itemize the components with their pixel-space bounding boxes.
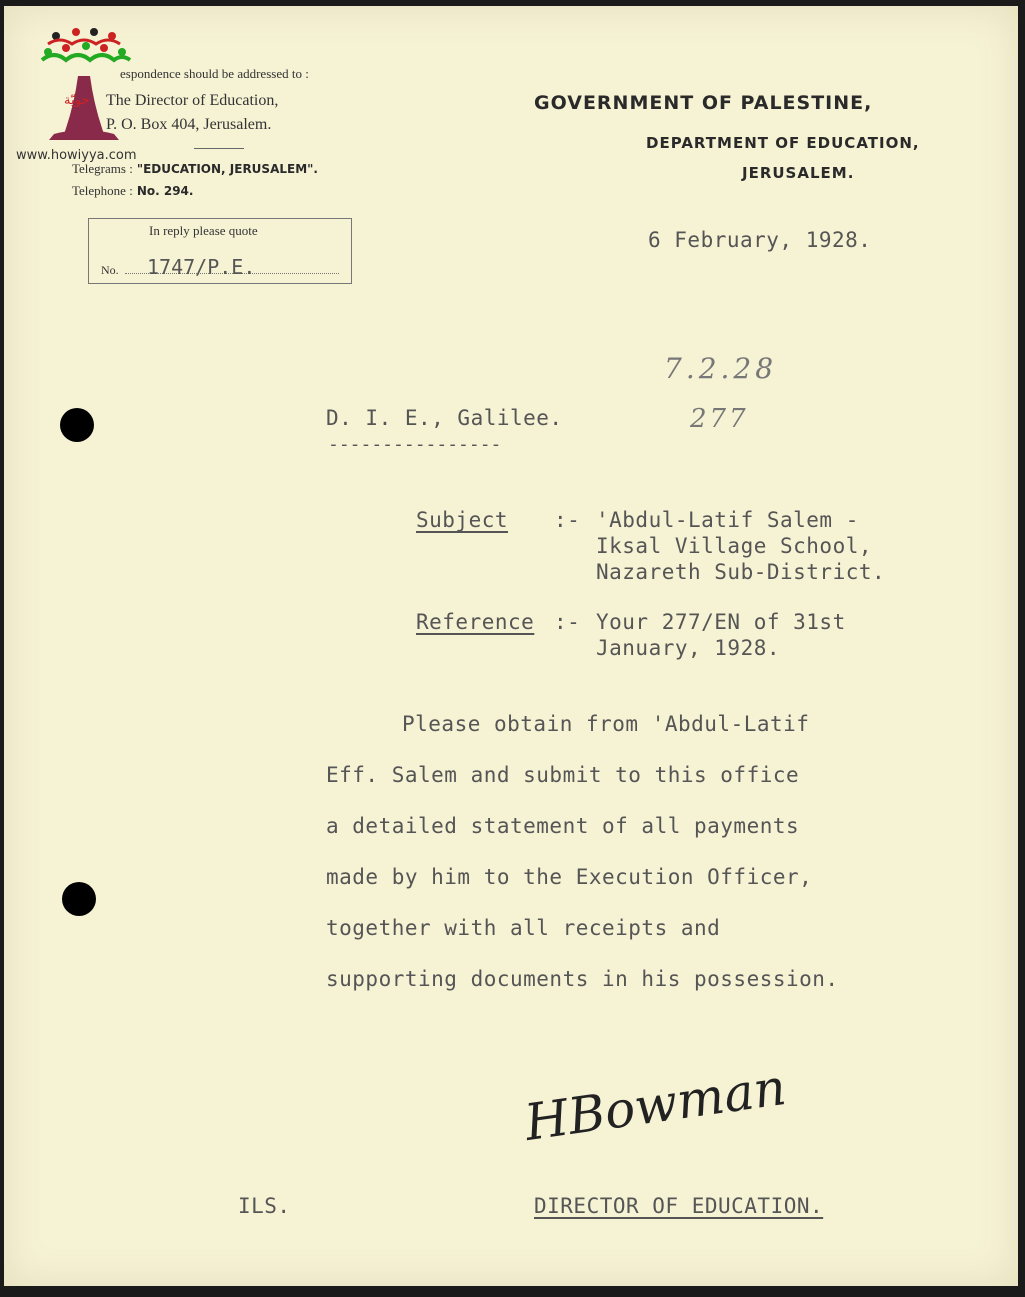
letter-date: 6 February, 1928. bbox=[648, 228, 872, 252]
subject-label: Subject bbox=[416, 508, 509, 532]
signature: HBowman bbox=[521, 1058, 790, 1152]
reply-no-value: 1747/P.E. bbox=[147, 255, 256, 279]
reference-line-1: Your 277/EN of 31st bbox=[596, 610, 846, 634]
signatory-title: DIRECTOR OF EDUCATION. bbox=[534, 1194, 824, 1218]
addressee-line: The Director of Education, bbox=[106, 92, 279, 109]
department-title: DEPARTMENT OF EDUCATION, bbox=[646, 134, 920, 152]
letter-page bbox=[4, 6, 1018, 1286]
telephone-value: No. 294. bbox=[136, 184, 194, 198]
handwritten-number: 277 bbox=[690, 404, 749, 434]
subject-line-3: Nazareth Sub-District. bbox=[596, 560, 886, 584]
reply-no-label: No. bbox=[101, 263, 119, 277]
telephone-line bbox=[72, 182, 193, 200]
reference-label: Reference bbox=[416, 610, 535, 634]
telegrams-label: Telegrams : bbox=[72, 161, 133, 176]
subject-line-1: 'Abdul-Latif Salem - bbox=[596, 508, 859, 532]
telegrams-line bbox=[72, 160, 318, 178]
correspondence-note: espondence should be addressed to : bbox=[120, 66, 309, 81]
body-line-3: a detailed statement of all payments bbox=[326, 814, 800, 838]
reply-label: In reply please quote bbox=[149, 223, 258, 238]
body-line-6: supporting documents in his possession. bbox=[326, 967, 839, 991]
letterhead-divider bbox=[194, 148, 244, 149]
government-title: GOVERNMENT OF PALESTINE, bbox=[534, 92, 873, 114]
logo-arabic-text: حويّة bbox=[64, 93, 90, 108]
body-line-5: together with all receipts and bbox=[326, 916, 721, 940]
reference-line-2: January, 1928. bbox=[596, 636, 781, 660]
telegrams-value: "EDUCATION, JERUSALEM". bbox=[136, 162, 318, 176]
reference-separator: :- bbox=[554, 610, 581, 634]
recipient: D. I. E., Galilee. bbox=[326, 406, 563, 430]
body-line-2: Eff. Salem and submit to this office bbox=[326, 763, 800, 787]
telephone-label: Telephone : bbox=[72, 183, 133, 198]
city-title: JERUSALEM. bbox=[742, 164, 855, 182]
body-line-4: made by him to the Execution Officer, bbox=[326, 865, 813, 889]
typist-initials: ILS. bbox=[238, 1194, 291, 1218]
punch-hole-top bbox=[60, 408, 94, 442]
body-line-1: Please obtain from 'Abdul-Latif bbox=[402, 712, 810, 736]
recipient-underline: ---------------- bbox=[328, 434, 502, 455]
handwritten-received-date: 7.2.28 bbox=[664, 352, 778, 385]
reply-quote-box bbox=[88, 218, 352, 284]
subject-line-2: Iksal Village School, bbox=[596, 534, 873, 558]
subject-separator: :- bbox=[554, 508, 581, 532]
po-box-line: P. O. Box 404, Jerusalem. bbox=[106, 116, 272, 133]
punch-hole-bottom bbox=[62, 882, 96, 916]
watermark-url: www.howiyya.com bbox=[16, 148, 137, 163]
